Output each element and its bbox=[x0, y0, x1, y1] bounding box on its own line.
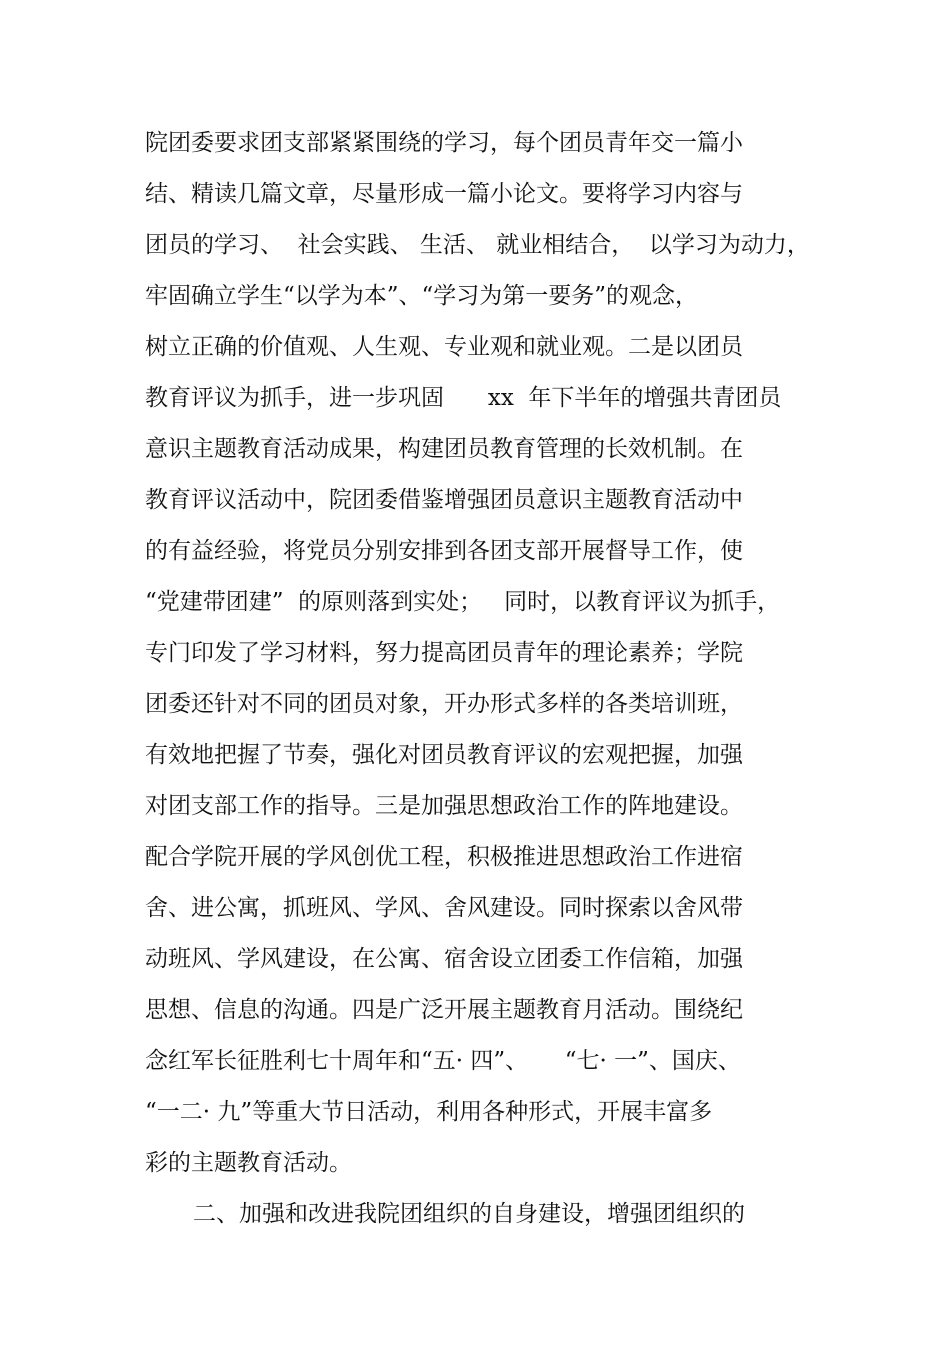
body-text-line: 教育评议为抓手，进一步巩固 xx 年下半年的增强共青团员 bbox=[145, 385, 782, 411]
body-text-line: “一二· 九”等重大节日活动，利用各种形式，开展丰富多 bbox=[145, 1099, 713, 1125]
body-text-line: “党建带团建” 的原则落到实处； 同时，以教育评议为抓手， bbox=[145, 589, 781, 615]
body-text-line: 有效地把握了节奏，强化对团员教育评议的宏观把握，加强 bbox=[145, 742, 743, 768]
body-text-line: 牢固确立学生“以学为本”、“学习为第一要务”的观念， bbox=[145, 283, 699, 309]
body-text-line: 对团支部工作的指导。三是加强思想政治工作的阵地建设。 bbox=[145, 793, 743, 819]
body-text-line: 教育评议活动中，院团委借鉴增强团员意识主题教育活动中 bbox=[145, 487, 743, 513]
body-text-line: 结、精读几篇文章，尽量形成一篇小论文。要将学习内容与 bbox=[145, 181, 743, 207]
body-text-line: 念红军长征胜利七十周年和“五· 四”、 “七· 一”、国庆、 bbox=[145, 1048, 741, 1074]
body-text-line: 配合学院开展的学风创优工程，积极推进思想政治工作进宿 bbox=[145, 844, 743, 870]
body-text-line: 动班风、学风建设，在公寓、宿舍设立团委工作信箱，加强 bbox=[145, 946, 743, 972]
body-text-line: 的有益经验，将党员分别安排到各团支部开展督导工作，使 bbox=[145, 538, 743, 564]
body-text-line: 思想、信息的沟通。四是广泛开展主题教育月活动。围绕纪 bbox=[145, 997, 743, 1023]
body-text-line: 舍、进公寓，抓班风、学风、舍风建设。同时探索以舍风带 bbox=[145, 895, 743, 921]
body-text-line: 树立正确的价值观、人生观、专业观和就业观。二是以团员 bbox=[145, 334, 743, 360]
body-text-line: 彩的主题教育活动。 bbox=[145, 1150, 352, 1176]
body-text-line: 团员的学习、 社会实践、 生活、 就业相结合， 以学习为动力， bbox=[145, 232, 810, 258]
body-text-line: 院团委要求团支部紧紧围绕的学习，每个团员青年交一篇小 bbox=[145, 130, 743, 156]
body-text-line: 专门印发了学习材料，努力提高团员青年的理论素养；学院 bbox=[145, 640, 743, 666]
body-text-line: 意识主题教育活动成果，构建团员教育管理的长效机制。在 bbox=[145, 436, 743, 462]
body-text-line: 团委还针对不同的团员对象，开办形式多样的各类培训班， bbox=[145, 691, 743, 717]
section-heading-line: 二、加强和改进我院团组织的自身建设，增强团组织的 bbox=[193, 1201, 745, 1227]
